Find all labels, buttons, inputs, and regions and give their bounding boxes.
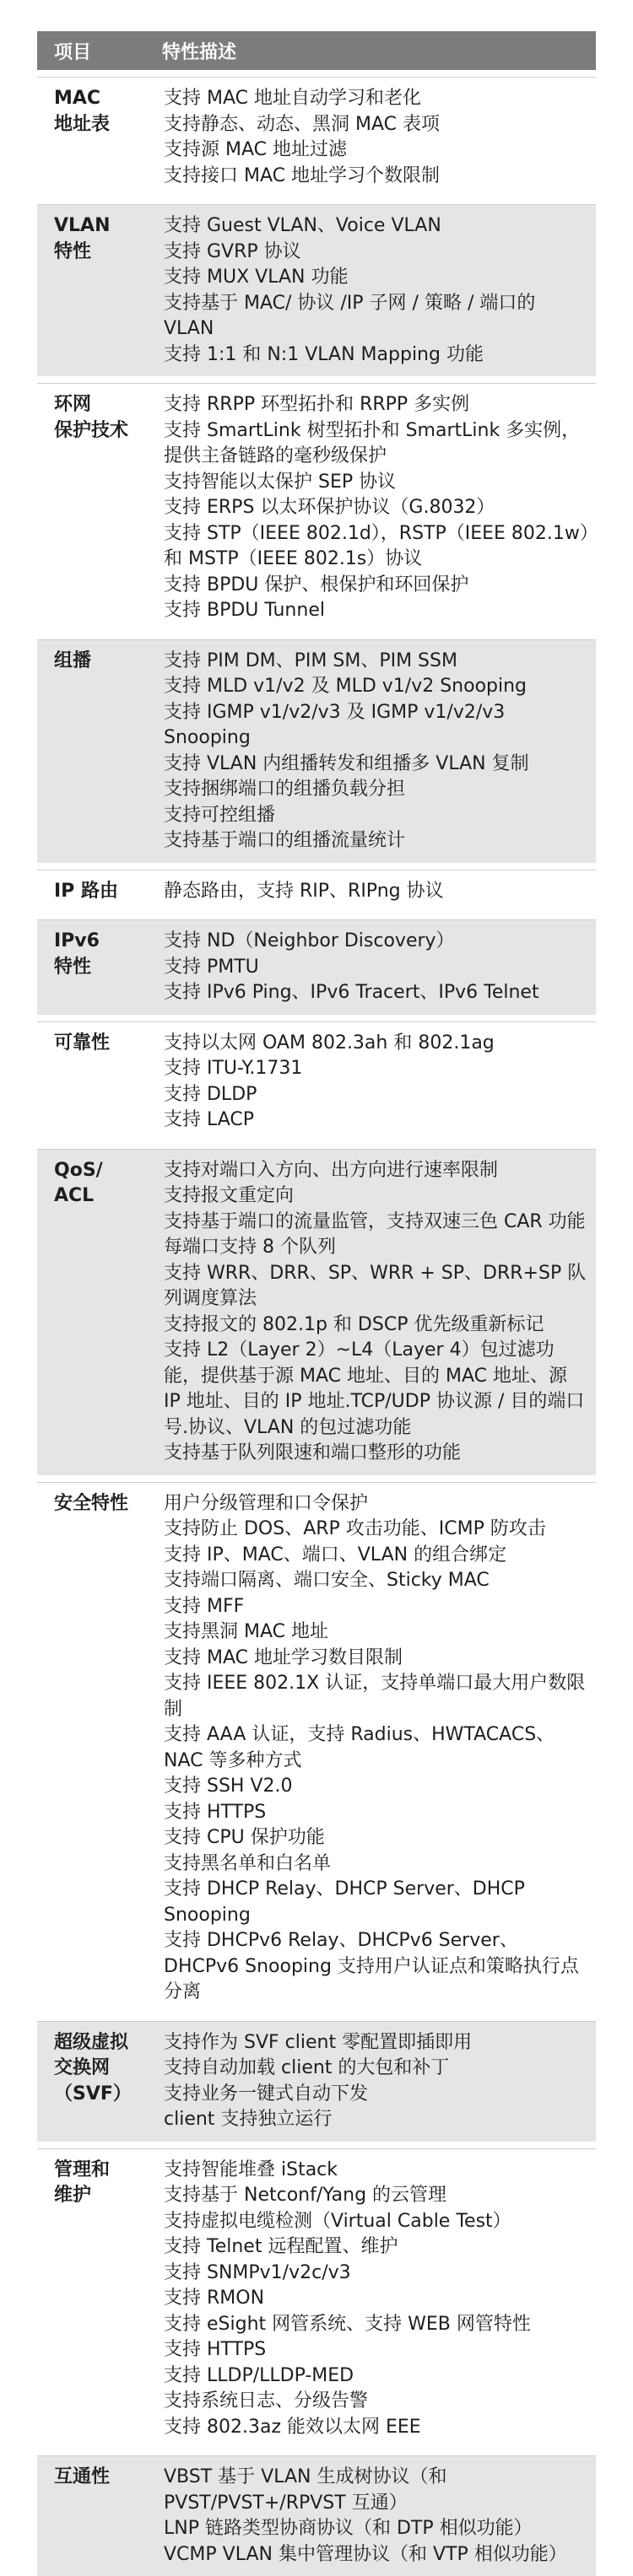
description-line: 支持 IPv6 Ping、IPv6 Tracert、IPv6 Telnet [164, 980, 589, 1006]
table-row [37, 384, 596, 633]
description-line: 支持 LACP [164, 1107, 589, 1134]
row-spacer [37, 2449, 596, 2456]
description-line: 支持 1:1 和 N:1 VLAN Mapping 功能 [164, 342, 589, 369]
table-row [37, 870, 596, 913]
row-spacer [37, 1142, 596, 1150]
description-line: 支持基于 MAC/ 协议 /IP 子网 / 策略 / 端口的 VLAN [164, 291, 589, 342]
description-line: 支持基于端口的流量监管，支持双速三色 CAR 功能 [164, 1210, 589, 1236]
item-label-line: 管理和 [54, 2158, 142, 2184]
table-header-row [37, 31, 596, 70]
description-line: 支持 VLAN 内组播转发和组播多 VLAN 复制 [164, 752, 589, 778]
row-item-label [37, 1482, 145, 2014]
row-spacer-cell [37, 633, 596, 640]
row-spacer [37, 863, 596, 870]
description-line: 支持 SNMPv1/v2c/v3 [164, 2261, 589, 2287]
row-item-label [37, 2456, 145, 2576]
description-line: 支持基于端口的组播流量统计 [164, 828, 589, 854]
row-spacer [37, 2014, 596, 2022]
description-line: 支持接口 MAC 地址学习个数限制 [164, 164, 589, 190]
description-line: client 支持独立运行 [164, 2107, 589, 2133]
description-line: 支持 L2（Layer 2）~L4（Layer 4）包过滤功能，提供基于源 MAC 地址、目的 MAC 地址、源 IP 地址、目的 IP 地址.TCP/UDP 协议源 / 目的端口号.协议、VLAN 的包过滤功能 [164, 1338, 589, 1441]
item-label-line: 环网 [54, 392, 142, 418]
description-line: 支持 HTTPS [164, 1800, 589, 1826]
row-spacer [37, 2142, 596, 2149]
description-line: 支持 eSight 网管系统、支持 WEB 网管特性 [164, 2312, 589, 2338]
description-line: 支持 IP、MAC、端口、VLAN 的组合绑定 [164, 1543, 589, 1569]
row-spacer [37, 197, 596, 205]
description-line: 支持 WRR、DRR、SP、WRR + SP、DRR+SP 队列调度算法 [164, 1261, 589, 1312]
table-row [37, 2021, 596, 2142]
description-line: 支持 MAC 地址自动学习和老化 [164, 86, 589, 112]
row-spacer-cell [37, 2449, 596, 2456]
row-spacer-cell [37, 1142, 596, 1150]
row-spacer-cell [37, 70, 596, 78]
row-description [145, 1482, 596, 2014]
row-item-label [37, 205, 145, 377]
table-row [37, 2148, 596, 2449]
description-line: 支持 IEEE 802.1X 认证，支持单端口最大用户数限制 [164, 1671, 589, 1722]
table-row [37, 639, 596, 863]
row-spacer-cell [37, 1475, 596, 1483]
item-label-line: 可靠性 [54, 1031, 142, 1057]
row-description [145, 78, 596, 198]
item-label-line: 超级虚拟 [54, 2030, 142, 2056]
description-line: 支持 HTTPS [164, 2337, 589, 2363]
item-label-line: IP 路由 [54, 879, 142, 905]
item-label-line: 互通性 [54, 2465, 142, 2491]
row-description [145, 2148, 596, 2449]
description-line: 支持 MFF [164, 1594, 589, 1620]
description-line: 支持报文的 802.1p 和 DSCP 优先级重新标记 [164, 1312, 589, 1339]
row-spacer-cell [37, 2142, 596, 2149]
description-line: 支持 BPDU Tunnel [164, 598, 589, 624]
description-line: 支持系统日志、分级告警 [164, 2389, 589, 2415]
row-item-label [37, 78, 145, 198]
description-line: 支持 GVRP 协议 [164, 240, 589, 266]
row-spacer [37, 1015, 596, 1022]
row-spacer [37, 376, 596, 384]
row-description [145, 639, 596, 863]
description-line: 支持 SmartLink 树型拓扑和 SmartLink 多实例，提供主备链路的毫秒级保护 [164, 418, 589, 470]
row-description [145, 205, 596, 377]
description-line: 支持虚拟电缆检测（Virtual Cable Test） [164, 2209, 589, 2235]
description-line: 支持 PIM DM、PIM SM、PIM SSM [164, 649, 589, 675]
row-spacer [37, 70, 596, 78]
row-item-label [37, 384, 145, 633]
row-item-label [37, 870, 145, 913]
description-line: 用户分级管理和口令保护 [164, 1491, 589, 1517]
description-line: 支持 IGMP v1/v2/v3 及 IGMP v1/v2/v3 Snooping [164, 700, 589, 752]
description-line: 支持 MUX VLAN 功能 [164, 265, 589, 291]
row-spacer-cell [37, 913, 596, 920]
description-line: 支持可控组播 [164, 803, 589, 829]
item-label-line: ACL [54, 1183, 142, 1210]
row-description [145, 920, 596, 1015]
table-row [37, 205, 596, 377]
row-item-label [37, 1149, 145, 1475]
item-label-line: 特性 [54, 955, 142, 981]
header-description: 特性描述 [145, 31, 596, 70]
row-description [145, 1021, 596, 1142]
description-line: 支持基于 Netconf/Yang 的云管理 [164, 2183, 589, 2209]
item-label-line: 保护技术 [54, 418, 142, 445]
description-line: 支持自动加载 client 的大包和补丁 [164, 2056, 589, 2082]
description-line: 支持 BPDU 保护、根保护和环回保护 [164, 573, 589, 599]
item-label-line: 安全特性 [54, 1491, 142, 1517]
table-row [37, 920, 596, 1015]
description-line: 支持 ITU-Y.1731 [164, 1056, 589, 1082]
description-line: 支持 MAC 地址学习数目限制 [164, 1646, 589, 1672]
description-line: 支持 CPU 保护功能 [164, 1825, 589, 1851]
description-line: 支持业务一键式自动下发 [164, 2082, 589, 2108]
row-spacer [37, 633, 596, 640]
table-body [37, 70, 596, 2576]
table-row [37, 1149, 596, 1475]
description-line: 支持端口隔离、端口安全、Sticky MAC [164, 1568, 589, 1594]
description-line: LNP 链路类型协商协议（和 DTP 相似功能） [164, 2516, 589, 2542]
row-description [145, 2021, 596, 2142]
description-line: 支持 RRPP 环型拓扑和 RRPP 多实例 [164, 392, 589, 418]
description-line: 支持 SSH V2.0 [164, 1774, 589, 1800]
item-label-line: （SVF） [54, 2082, 142, 2108]
description-line: 支持黑名单和白名单 [164, 1851, 589, 1878]
item-label-line: IPv6 [54, 929, 142, 955]
row-item-label [37, 2021, 145, 2142]
item-label-line: 维护 [54, 2183, 142, 2209]
description-line: VBST 基于 VLAN 生成树协议（和 PVST/PVST+/RPVST 互通） [164, 2465, 589, 2516]
description-line: 支持 AAA 认证，支持 Radius、HWTACACS、NAC 等多种方式 [164, 1722, 589, 1774]
description-line: 支持对端口入方向、出方向进行速率限制 [164, 1158, 589, 1184]
description-line: 支持捆绑端口的组播负载分担 [164, 777, 589, 803]
description-line: 支持静态、动态、黑洞 MAC 表项 [164, 112, 589, 138]
row-description [145, 870, 596, 913]
item-label-line: 交换网 [54, 2056, 142, 2082]
description-line: 支持智能堆叠 iStack [164, 2158, 589, 2184]
description-line: 支持 802.3az 能效以太网 EEE [164, 2415, 589, 2441]
description-line: 支持 DHCP Relay、DHCP Server、DHCP Snooping [164, 1877, 589, 1928]
row-spacer-cell [37, 863, 596, 870]
description-line: 支持 STP（IEEE 802.1d），RSTP（IEEE 802.1w）和 MSTP（IEEE 802.1s）协议 [164, 521, 589, 573]
description-line: 支持智能以太保护 SEP 协议 [164, 470, 589, 496]
row-spacer-cell [37, 1015, 596, 1022]
item-label-line: QoS/ [54, 1158, 142, 1184]
description-line: 每端口支持 8 个队列 [164, 1235, 589, 1261]
row-spacer-cell [37, 197, 596, 205]
description-line: 支持 ND（Neighbor Discovery） [164, 929, 589, 955]
row-item-label [37, 1021, 145, 1142]
row-spacer [37, 913, 596, 920]
header-item: 项目 [37, 31, 145, 70]
table-row [37, 1482, 596, 2014]
description-line: 支持防止 DOS、ARP 攻击功能、ICMP 防攻击 [164, 1517, 589, 1543]
description-line: 支持 MLD v1/v2 及 MLD v1/v2 Snooping [164, 674, 589, 700]
table-row [37, 78, 596, 198]
item-label-line: 特性 [54, 240, 142, 266]
description-line: 支持 LLDP/LLDP-MED [164, 2363, 589, 2390]
feature-table [37, 31, 596, 2576]
description-line: 支持 ERPS 以太环保护协议（G.8032） [164, 495, 589, 521]
description-line: 静态路由，支持 RIP、RIPng 协议 [164, 879, 589, 905]
description-line: 支持 RMON [164, 2286, 589, 2312]
description-line: 支持 DHCPv6 Relay、DHCPv6 Server、DHCPv6 Snooping 支持用户认证点和策略执行点分离 [164, 1928, 589, 2006]
description-line: 支持 PMTU [164, 955, 589, 981]
row-description [145, 1149, 596, 1475]
row-description [145, 2456, 596, 2576]
description-line: 支持以太网 OAM 802.3ah 和 802.1ag [164, 1031, 589, 1057]
item-label-line: 地址表 [54, 112, 142, 138]
table-row [37, 2456, 596, 2576]
row-item-label [37, 639, 145, 863]
item-label-line: MAC [54, 86, 142, 112]
row-spacer [37, 1475, 596, 1483]
description-line: 支持 Telnet 远程配置、维护 [164, 2234, 589, 2261]
row-item-label [37, 920, 145, 1015]
row-spacer-cell [37, 2014, 596, 2022]
description-line: 支持报文重定向 [164, 1183, 589, 1210]
row-item-label [37, 2148, 145, 2449]
item-label-line: VLAN [54, 213, 142, 240]
description-line: VCMP VLAN 集中管理协议（和 VTP 相似功能） [164, 2542, 589, 2568]
row-description [145, 384, 596, 633]
description-line: 支持作为 SVF client 零配置即插即用 [164, 2030, 589, 2056]
description-line: 支持 DLDP [164, 1082, 589, 1108]
description-line: 支持源 MAC 地址过滤 [164, 137, 589, 164]
description-line: 支持 Guest VLAN、Voice VLAN [164, 213, 589, 240]
table-row [37, 1021, 596, 1142]
item-label-line: 组播 [54, 649, 142, 675]
row-spacer-cell [37, 376, 596, 384]
description-line: 支持黑洞 MAC 地址 [164, 1619, 589, 1646]
description-line: 支持基于队列限速和端口整形的功能 [164, 1441, 589, 1467]
